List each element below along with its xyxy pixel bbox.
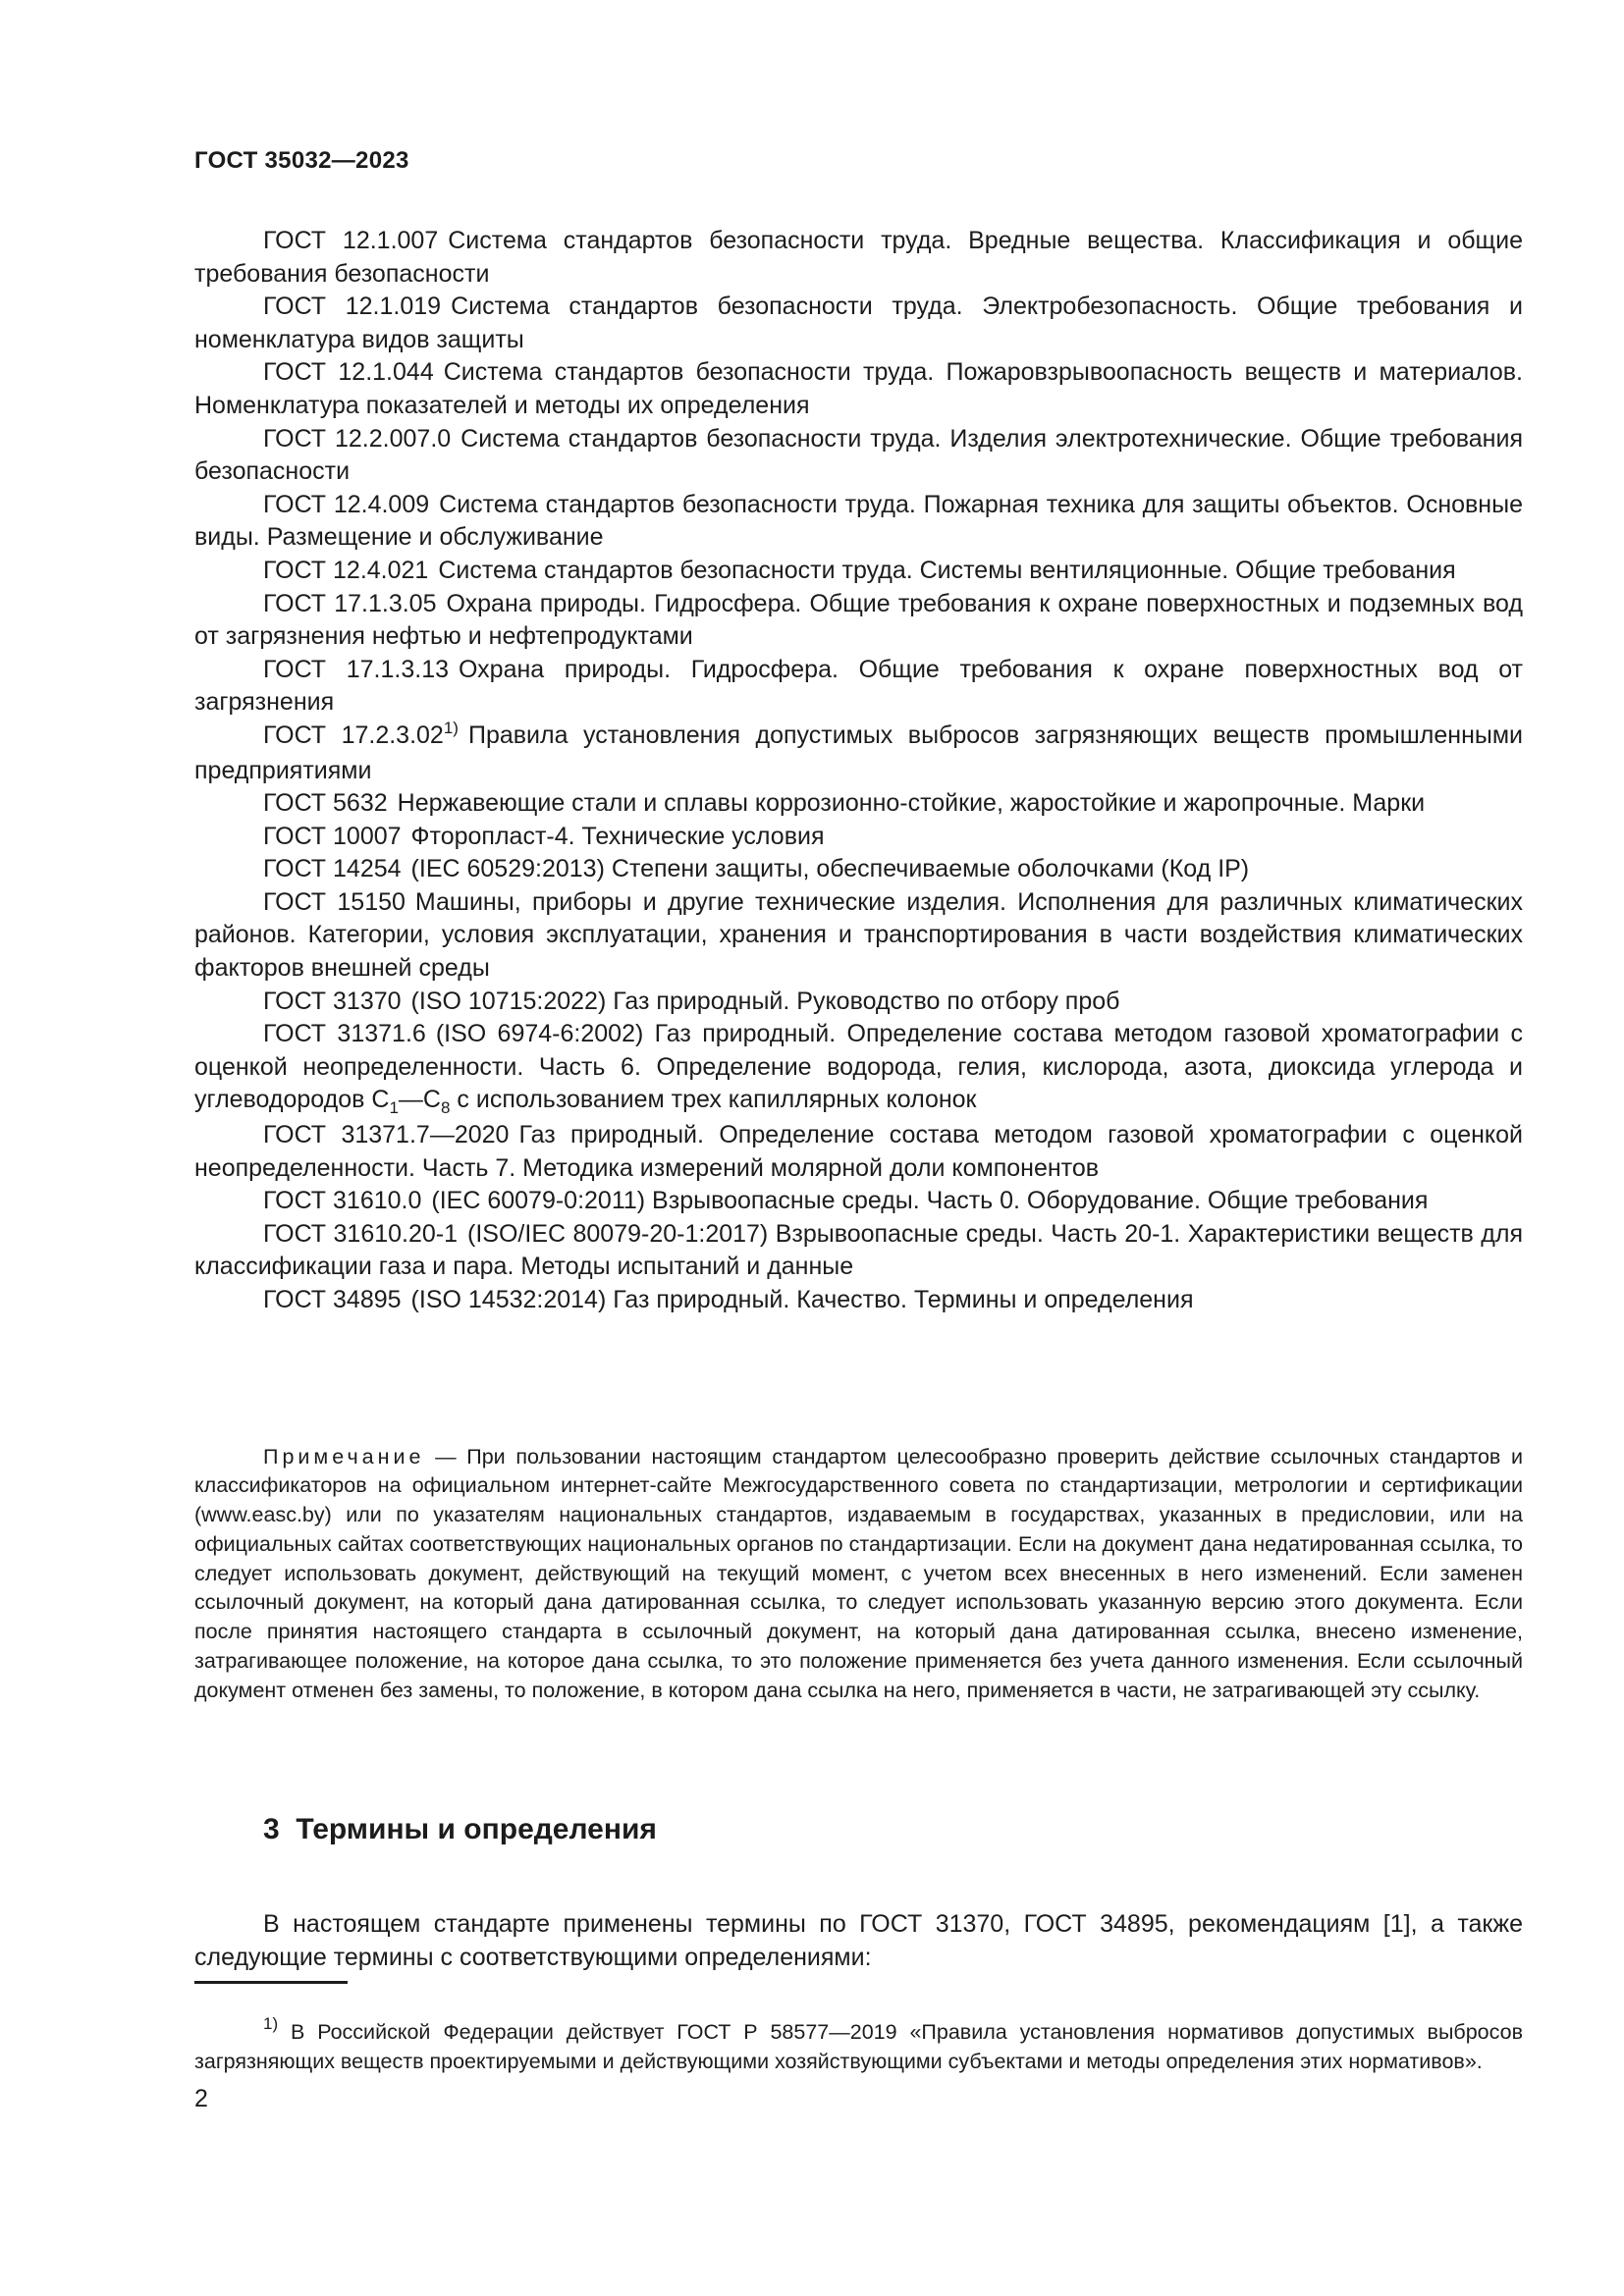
reference-code: ГОСТ 31371.6	[263, 1020, 426, 1048]
reference-title: Охрана природы. Гидросфера. Общие требования к охране поверхностных вод от загрязнения	[194, 655, 1523, 717]
section-heading	[263, 1813, 657, 1846]
reference-code: ГОСТ 17.2.3.02	[263, 721, 444, 749]
reference-code: ГОСТ 17.1.3.13	[263, 655, 450, 683]
reference-entry	[194, 654, 1523, 720]
reference-entry	[194, 1018, 1523, 1119]
reference-title: Фторопласт-4. Технические условия	[410, 822, 825, 850]
reference-title: Газ природный. Определение состава методом газовой хроматографии с оценкой неопределенности. Часть 7. Методика измерений молярной доли компонентов	[194, 1121, 1523, 1182]
formula-subscript: 8	[440, 1098, 451, 1118]
reference-code: ГОСТ 14254	[263, 855, 402, 883]
reference-title: Машины, приборы и другие технические изделия. Исполнения для различных климатических районов. Категории, условия эксплуатации, хранения и транспортирования в части воздействия климатических факторов внешней среды	[194, 887, 1523, 983]
formula-dash: —	[398, 1086, 423, 1114]
reference-title: Нержавеющие стали и сплавы коррозионно-стойкие, жаростойкие и жаропрочные. Марки	[397, 789, 1426, 818]
reference-entry	[194, 1218, 1523, 1284]
reference-title: (ISO/IEC 80079-20-1:2017) Взрывоопасные среды. Часть 20-1. Характеристики веществ для классификации газа и пара. Методы испытаний и данные	[194, 1219, 1523, 1281]
reference-title: (IEC 60079-0:2011) Взрывоопасные среды. Часть 0. Оборудование. Общие требования	[431, 1187, 1429, 1215]
document-header: ГОСТ 35032—2023	[194, 147, 409, 174]
reference-title: Охрана природы. Гидросфера. Общие требования к охране поверхностных и подземных вод от загрязнения нефтью и нефтепродуктами	[194, 589, 1524, 651]
reference-code: ГОСТ 12.1.044	[263, 358, 434, 387]
section-paragraph: В настоящем стандарте применены термины по ГОСТ 31370, ГОСТ 34895, рекомендациям [1], а также следующие термины с соответствующими определениями:	[194, 1910, 1523, 1971]
formula-symbol: C	[371, 1086, 390, 1114]
reference-code: ГОСТ 34895	[263, 1286, 402, 1313]
section-number: 3	[263, 1813, 280, 1845]
reference-title: (IEC 60529:2013) Степени защиты, обеспечиваемые оболочками (Код IP)	[410, 855, 1250, 883]
reference-title: Система стандартов безопасности труда. Пожаровзрывоопасность веществ и материалов. Номенклатура показателей и методы их определения	[194, 358, 1523, 419]
reference-code: ГОСТ 12.4.009	[263, 490, 430, 518]
reference-code: ГОСТ 10007	[263, 822, 402, 850]
footnote-separator	[194, 1981, 348, 1984]
footnote-reference-mark[interactable]: 1)	[443, 718, 459, 737]
footnote	[194, 2013, 1523, 2078]
section-title: Термины и определения	[296, 1813, 657, 1845]
reference-entry	[194, 787, 1523, 821]
note-block	[194, 1443, 1523, 1706]
reference-entry	[194, 588, 1523, 654]
reference-entry	[194, 423, 1523, 489]
reference-code: ГОСТ 12.1.007	[263, 227, 439, 254]
reference-code: ГОСТ 12.1.019	[263, 293, 442, 321]
reference-code: ГОСТ 31610.20-1	[263, 1219, 459, 1248]
reference-title: (ISO 10715:2022) Газ природный. Руководство по отбору проб	[410, 987, 1120, 1015]
reference-title: (ISO 14532:2014) Газ природный. Качество. Термины и определения	[410, 1286, 1194, 1313]
reference-code: ГОСТ 31370	[263, 987, 402, 1015]
reference-title-tail: с использованием трех капиллярных колонок	[457, 1086, 977, 1114]
reference-title: Система стандартов безопасности труда. Системы вентиляционные. Общие требования	[438, 556, 1456, 584]
reference-entry	[194, 886, 1523, 986]
footnote-mark: 1)	[263, 2013, 279, 2033]
normative-references-list	[194, 225, 1523, 1317]
page-number: 2	[194, 2085, 208, 2112]
reference-code: ГОСТ 31371.7—2020	[263, 1121, 510, 1149]
reference-entry	[194, 356, 1523, 422]
formula-symbol: C	[422, 1086, 441, 1114]
reference-title: Правила установления допустимых выбросов загрязняющих веществ промышленными предприятиями	[194, 721, 1523, 784]
reference-entry	[194, 853, 1523, 886]
note-label: Примечание	[263, 1444, 425, 1468]
reference-entry	[194, 986, 1523, 1019]
reference-code: ГОСТ 17.1.3.05	[263, 589, 437, 617]
reference-entry	[194, 489, 1523, 555]
reference-entry	[194, 720, 1523, 787]
reference-entry	[194, 555, 1523, 588]
reference-title: Система стандартов безопасности труда. Изделия электротехнические. Общие требования безопасности	[194, 424, 1523, 486]
note-dash: —	[435, 1444, 457, 1468]
reference-entry	[194, 1119, 1523, 1185]
reference-title: Система стандартов безопасности труда. Электробезопасность. Общие требования и номенклатура видов защиты	[194, 293, 1523, 353]
reference-entry	[194, 1284, 1523, 1317]
reference-entry	[194, 1185, 1523, 1218]
note-text: При пользовании настоящим стандартом целесообразно проверить действие ссылочных стандартов и классификаторов на официальном интернет-сайте Межгосударственного совета по стандартизации, метрологии и сертификации (www.easc.by) или по указателям национальных стандартов, издаваемым в государствах, указанных в предисловии, или на официальных сайтах соответствующих национальных органов по стандартизации. Если на документ дана недатированная ссылка, то следует использовать документ, действующий на текущий момент, с учетом всех внесенных в него изменений. Если заменен ссылочный документ, на который дана датированная ссылка, то следует использовать указанную версию этого документа. Если после принятия настоящего стандарта в ссылочный документ, на который дана датированная ссылка, внесено изменение, затрагивающее положение, на которое дана ссылка, то это положение применяется без учета данного изменения. Если ссылочный документ отменен без замены, то положение, в котором дана ссылка на него, применяется в части, не затрагивающей эту ссылку.	[194, 1444, 1523, 1702]
reference-code: ГОСТ 12.4.021	[263, 556, 429, 584]
reference-entry	[194, 821, 1523, 854]
formula-subscript: 1	[389, 1098, 399, 1118]
reference-title: Система стандартов безопасности труда. Вредные вещества. Классификация и общие требования безопасности	[194, 227, 1523, 288]
reference-entry	[194, 291, 1523, 356]
reference-title: (ISO 6974-6:2002) Газ природный. Определение состава методом газовой хроматографии с оценкой неопределенности. Часть 6. Определение водорода, гелия, кислорода, азота, диоксида углерода и углеводородов	[194, 1020, 1524, 1114]
reference-code: ГОСТ 31610.0	[263, 1187, 422, 1215]
reference-code: ГОСТ 12.2.007.0	[263, 424, 452, 453]
footnote-text: В Российской Федерации действует ГОСТ Р 58577—2019 «Правила установления нормативов допустимых выбросов загрязняющих веществ проектируемыми и действующими хозяйствующими субъектами и методы определения этих нормативов».	[194, 2019, 1523, 2074]
reference-entry	[194, 225, 1523, 291]
reference-code: ГОСТ 5632	[263, 789, 388, 818]
reference-title: Система стандартов безопасности труда. Пожарная техника для защиты объектов. Основные виды. Размещение и обслуживание	[194, 490, 1523, 552]
reference-code: ГОСТ 15150	[263, 887, 406, 916]
chemical-formula	[371, 1086, 451, 1118]
